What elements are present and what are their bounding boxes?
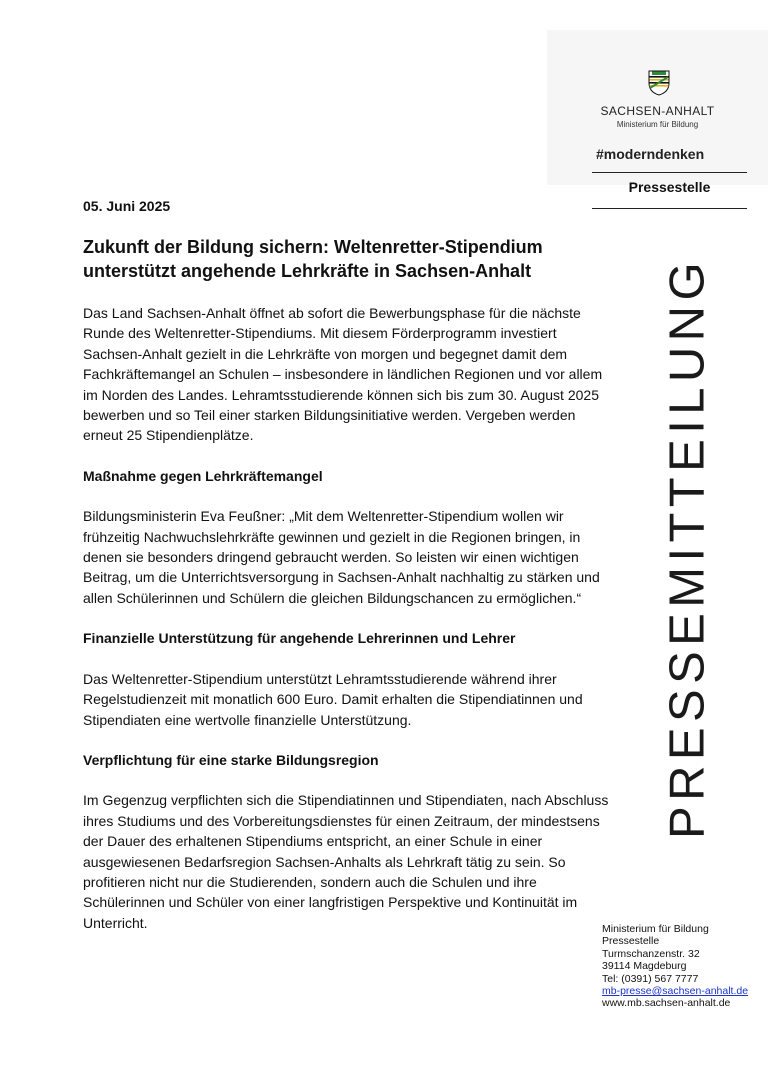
vertical-title: PRESSEMITTEILUNG [660, 257, 715, 839]
contact-email-link[interactable]: mb-presse@sachsen-anhalt.de [602, 985, 749, 998]
article-body [83, 303, 613, 953]
section-paragraph: Im Gegenzug verpflichten sich die Stipendiatinnen und Stipendiaten, nach Abschluss ihres Studiums und des Vorbereitungsdienstes für einen Zeitraum, der mindestsens der Dauer des erhaltenen Stipendiums entspricht, an einer Schule in einer ausgewiesenen Bedarfsregion Sachsen-Anhalts als Lehrkraft tätig zu sein. So profitieren nicht nur die Studierenden, sondern auch die Schulen und ihre Schülerinnen und Schüler von einer langfristigen Perspektive und Kontinuität im Unterricht. [83, 792, 609, 931]
contact-street: Turmschanzenstr. 32 [602, 947, 700, 960]
contact-phone: Tel: (0391) 567 7777 [602, 972, 699, 985]
contact-dept: Pressestelle [602, 935, 660, 948]
section-paragraph: Bildungsministerin Eva Feußner: „Mit dem Weltenretter-Stipendium wollen wir frühzeitig Nachwuchslehrkräfte gewinnen und gezielt in die Regionen bringen, in denen sie besonders dringend gebraucht werden. So leisten wir einen wichtigen Beitrag, um die Unterrichtsversorgung in Sachsen-Anhalt nachhaltig zu stärken und allen Schülerinnen und Schülern die gleichen Bildungschancen zu ermöglichen.“ [83, 508, 600, 606]
state-name: SACHSEN-ANHALT [600, 104, 715, 118]
section-heading: Verpflichtung für eine starke Bildungsregion [83, 751, 379, 768]
divider-bottom [592, 208, 747, 209]
section-paragraph: Das Weltenretter-Stipendium unterstützt Lehramtsstudierende während ihrer Regelstudienzeit mit monatlich 600 Euro. Damit erhalten die Stipendiatinnen und Stipendiaten eine wertvolle finanzielle Unterstützung. [83, 670, 583, 728]
contact-city: 39114 Magdeburg [602, 960, 687, 973]
release-date: 05. Juni 2025 [83, 198, 171, 214]
intro-paragraph: Das Land Sachsen-Anhalt öffnet ab sofort die Bewerbungsphase für die nächste Runde des Weltenretter-Stipendiums. Mit diesem Förderprogramm investiert Sachsen-Anhalt gezielt in die Lehrkräfte von morgen und begegnet damit dem Fachkräftemangel an Schulen – insbesondere in ländlichen Regionen und vor allem im Norden des Landes. Lehramtsstudierende können sich bis zum 30. August 2025 bewerben und so Teil einer starken Bildungsinitiative werden. Vergeben werden erneut 25 Stipendienplätze. [83, 305, 603, 444]
headline: Zukunft der Bildung sichern: Weltenretter-Stipendium unterstützt angehende Lehrkräfte in Sachsen-Anhalt [83, 237, 543, 281]
contact-org: Ministerium für Bildung [602, 923, 709, 935]
contact-block [602, 923, 748, 1010]
divider-top [592, 172, 747, 173]
section-heading: Maßnahme gegen Lehrkräftemangel [83, 467, 323, 484]
ministry-name: Ministerium für Bildung [616, 120, 699, 129]
hashtag: #moderndenken [596, 146, 705, 162]
coat-of-arms-icon [648, 70, 670, 96]
press-office-label: Pressestelle [628, 179, 711, 195]
section-heading: Finanzielle Unterstützung für angehende Lehrerinnen und Lehrer [83, 630, 516, 647]
contact-web[interactable]: www.mb.sachsen-anhalt.de [602, 997, 731, 1010]
